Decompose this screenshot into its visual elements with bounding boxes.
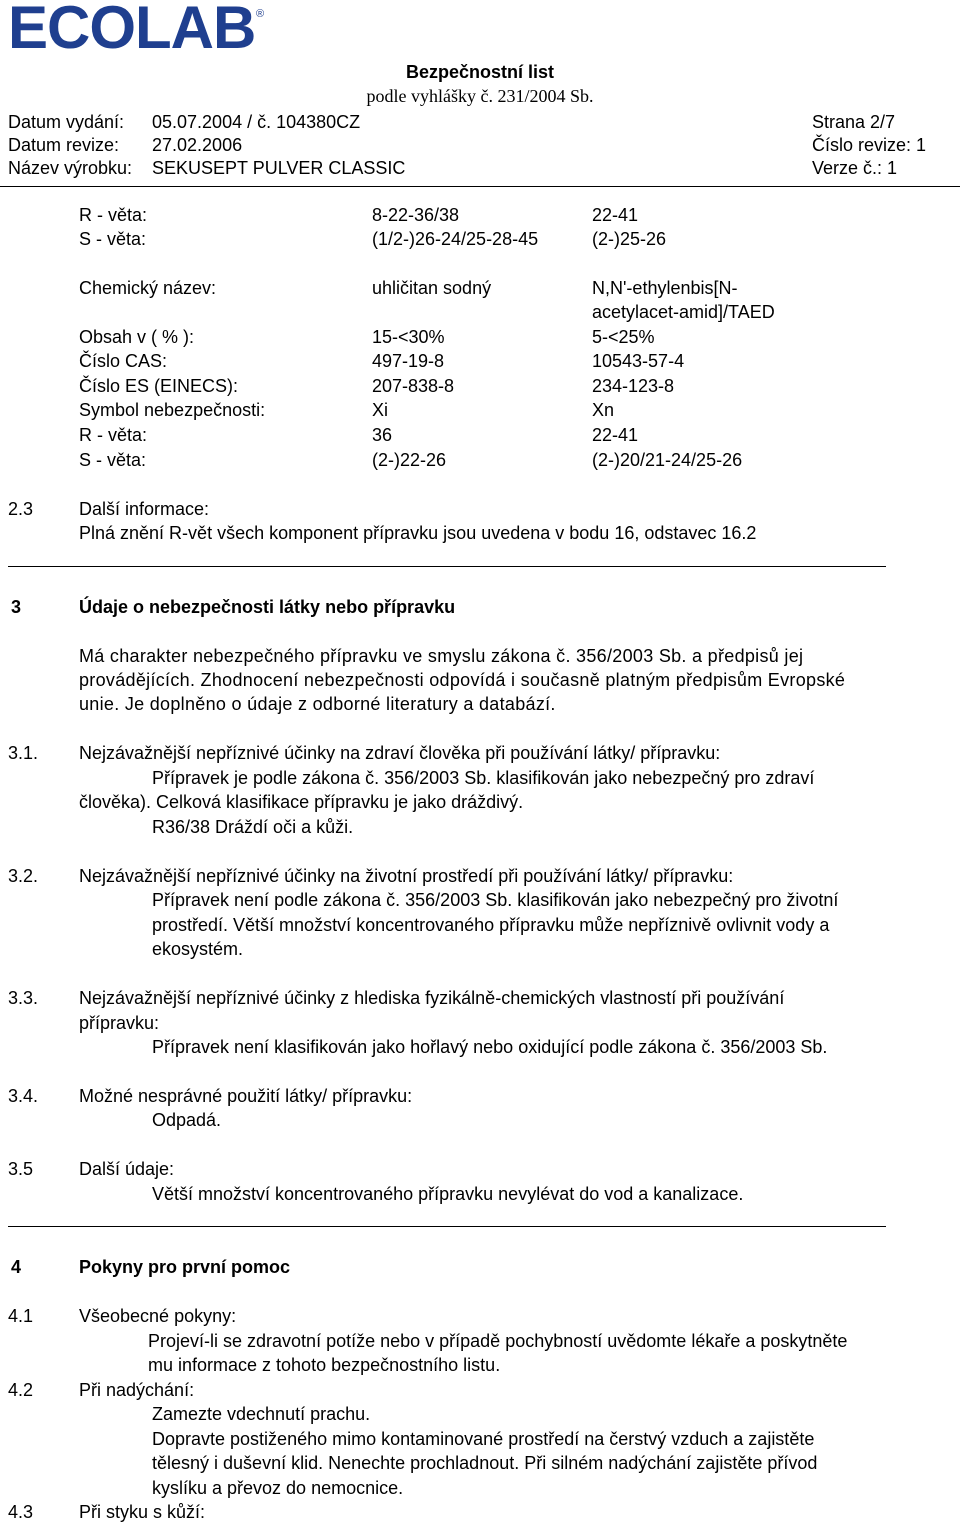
content-col1: 15-<30% [372,327,445,347]
section-3-4-number: 3.4. [8,1086,39,1106]
issue-date-value: 05.07.2004 / č. 104380CZ [152,112,361,132]
section-4-1-number: 4.1 [8,1306,34,1326]
section-3-4-line1: Odpadá. [152,1110,222,1130]
chemical-name-col2-line2: acetylacet-amid]/TAED [592,302,775,322]
section-3-3-title: Nejzávažnější nepříznivé účinky z hlediska fyzikálně-chemických vlastností při používání [79,988,785,1008]
chemical-name-label: Chemický název: [79,278,217,298]
section-3-1-title: Nejzávažnější nepříznivé účinky na zdraví člověka při používání látky/ přípravku: [79,743,721,763]
s-phrase-col2: (2-)25-26 [592,229,667,249]
section-3-5-number: 3.5 [8,1159,34,1179]
einecs-col2: 234-123-8 [592,376,675,396]
section-3-1-line1: Přípravek je podle zákona č. 356/2003 Sb. klasifikován jako nebezpečný pro zdraví [152,768,815,788]
product-name-label: Název výrobku: [8,158,133,178]
section-3-3-line1: Přípravek není klasifikován jako hořlavý nebo oxidující podle zákona č. 356/2003 Sb. [152,1037,828,1057]
section-3-number: 3 [11,597,22,617]
einecs-col1: 207-838-8 [372,376,455,396]
component-s-phrase-label: S - věta: [79,450,147,470]
revision-date-value: 27.02.2006 [152,135,243,155]
section-3-intro-line2: provádějících. Zhodnocení nebezpečnosti odpovídá i současně platným předpisům Evropské [79,670,846,690]
section-2-3-text: Plná znění R-vět všech komponent přípravku jsou uvedena v bodu 16, odstavec 16.2 [79,523,757,543]
logo-text: ECOLAB [8,0,256,61]
section-3-intro-line3: unie. Je doplněno o údaje z odborné literatury a databází. [79,694,556,714]
section-3-5-title: Další údaje: [79,1159,175,1179]
section-2-3-title: Další informace: [79,499,210,519]
section-4-1-line2: mu informace z tohoto bezpečnostního listu. [148,1355,501,1375]
ecolab-logo [8,0,265,61]
document-subtitle: podle vyhlášky č. 231/2004 Sb. [366,86,594,106]
section-3-1-number: 3.1. [8,743,39,763]
section-4-1-line1: Projeví-li se zdravotní potíže nebo v případě pochybností uvědomte lékaře a poskytněte [148,1331,848,1351]
section-4-2-title: Při nadýchání: [79,1380,195,1400]
section-4-3-title: Při styku s kůží: [79,1502,206,1522]
page-number: Strana 2/7 [812,112,896,132]
revision-number: Číslo revize: 1 [812,135,927,155]
section-4-2-line2: Dopravte postiženého mimo kontaminované prostředí na čerstvý vzduch a zajistěte [152,1429,815,1449]
chemical-name-col1: uhličitan sodný [372,278,492,298]
registered-mark: ® [256,8,265,20]
product-name-value: SEKUSEPT PULVER CLASSIC [152,158,406,178]
s-phrase-label: S - věta: [79,229,147,249]
section-2-3-number: 2.3 [8,499,34,519]
hazard-symbol-col1: Xi [372,400,389,420]
section-3-title: Údaje o nebezpečnosti látky nebo přípravku [79,597,456,617]
section-4-title: Pokyny pro první pomoc [79,1257,291,1277]
section-3-5-line1: Větší množství koncentrovaného přípravku nevylévat do vod a kanalizace. [152,1184,744,1204]
r-phrase-col1: 8-22-36/38 [372,205,460,225]
content-label: Obsah v ( % ): [79,327,195,347]
component-r-phrase-label: R - věta: [79,425,148,445]
hazard-symbol-label: Symbol nebezpečnosti: [79,400,266,420]
chemical-name-col2-line1: N,N'-ethylenbis[N- [592,278,738,298]
cas-label: Číslo CAS: [79,351,168,371]
section-divider-2 [8,1226,886,1227]
section-3-1-line2: člověka). Celková klasifikace přípravku je jako dráždivý. [79,792,524,812]
r-phrase-col2: 22-41 [592,205,639,225]
section-4-2-line4: kyslíku a převoz do nemocnice. [152,1478,404,1498]
section-3-3-number: 3.3. [8,988,39,1008]
component-r-phrase-col1: 36 [372,425,393,445]
section-3-2-line2: prostředí. Větší množství koncentrovaného přípravku může nepříznivě ovlivnit vody a [152,915,830,935]
version-number: Verze č.: 1 [812,158,898,178]
section-3-intro-line1: Má charakter nebezpečného přípravku ve smyslu zákona č. 356/2003 Sb. a předpisů jej [79,646,804,666]
revision-date-label: Datum revize: [8,135,120,155]
r-phrase-label: R - věta: [79,205,148,225]
section-3-2-line1: Přípravek není podle zákona č. 356/2003 Sb. klasifikován jako nebezpečný pro životní [152,890,839,910]
section-4-2-number: 4.2 [8,1380,34,1400]
section-3-2-title: Nejzávažnější nepříznivé účinky na životní prostředí při používání látky/ přípravku: [79,866,734,886]
section-3-4-title: Možné nesprávné použití látky/ přípravku: [79,1086,413,1106]
component-s-phrase-col1: (2-)22-26 [372,450,447,470]
content-col2: 5-<25% [592,327,655,347]
document-title: Bezpečnostní list [405,62,555,82]
cas-col2: 10543-57-4 [592,351,685,371]
section-4-2-line1: Zamezte vdechnutí prachu. [152,1404,371,1424]
component-r-phrase-col2: 22-41 [592,425,639,445]
section-4-2-line3: tělesný i duševní klid. Nenechte prochladnout. Při silném nadýchání zajistěte přívod [152,1453,818,1473]
section-3-3-title-cont: přípravku: [79,1013,160,1033]
section-3-1-line3: R36/38 Dráždí oči a kůži. [152,817,354,837]
section-3-2-number: 3.2. [8,866,39,886]
section-4-1-title: Všeobecné pokyny: [79,1306,237,1326]
issue-date-label: Datum vydání: [8,112,125,132]
header-divider [0,186,960,187]
section-4-number: 4 [11,1257,22,1277]
section-3-2-line3: ekosystém. [152,939,244,959]
hazard-symbol-col2: Xn [592,400,615,420]
section-divider [8,566,886,567]
component-s-phrase-col2: (2-)20/21-24/25-26 [592,450,743,470]
s-phrase-col1: (1/2-)26-24/25-28-45 [372,229,539,249]
cas-col1: 497-19-8 [372,351,445,371]
einecs-label: Číslo ES (EINECS): [79,376,239,396]
section-4-3-number: 4.3 [8,1502,34,1522]
